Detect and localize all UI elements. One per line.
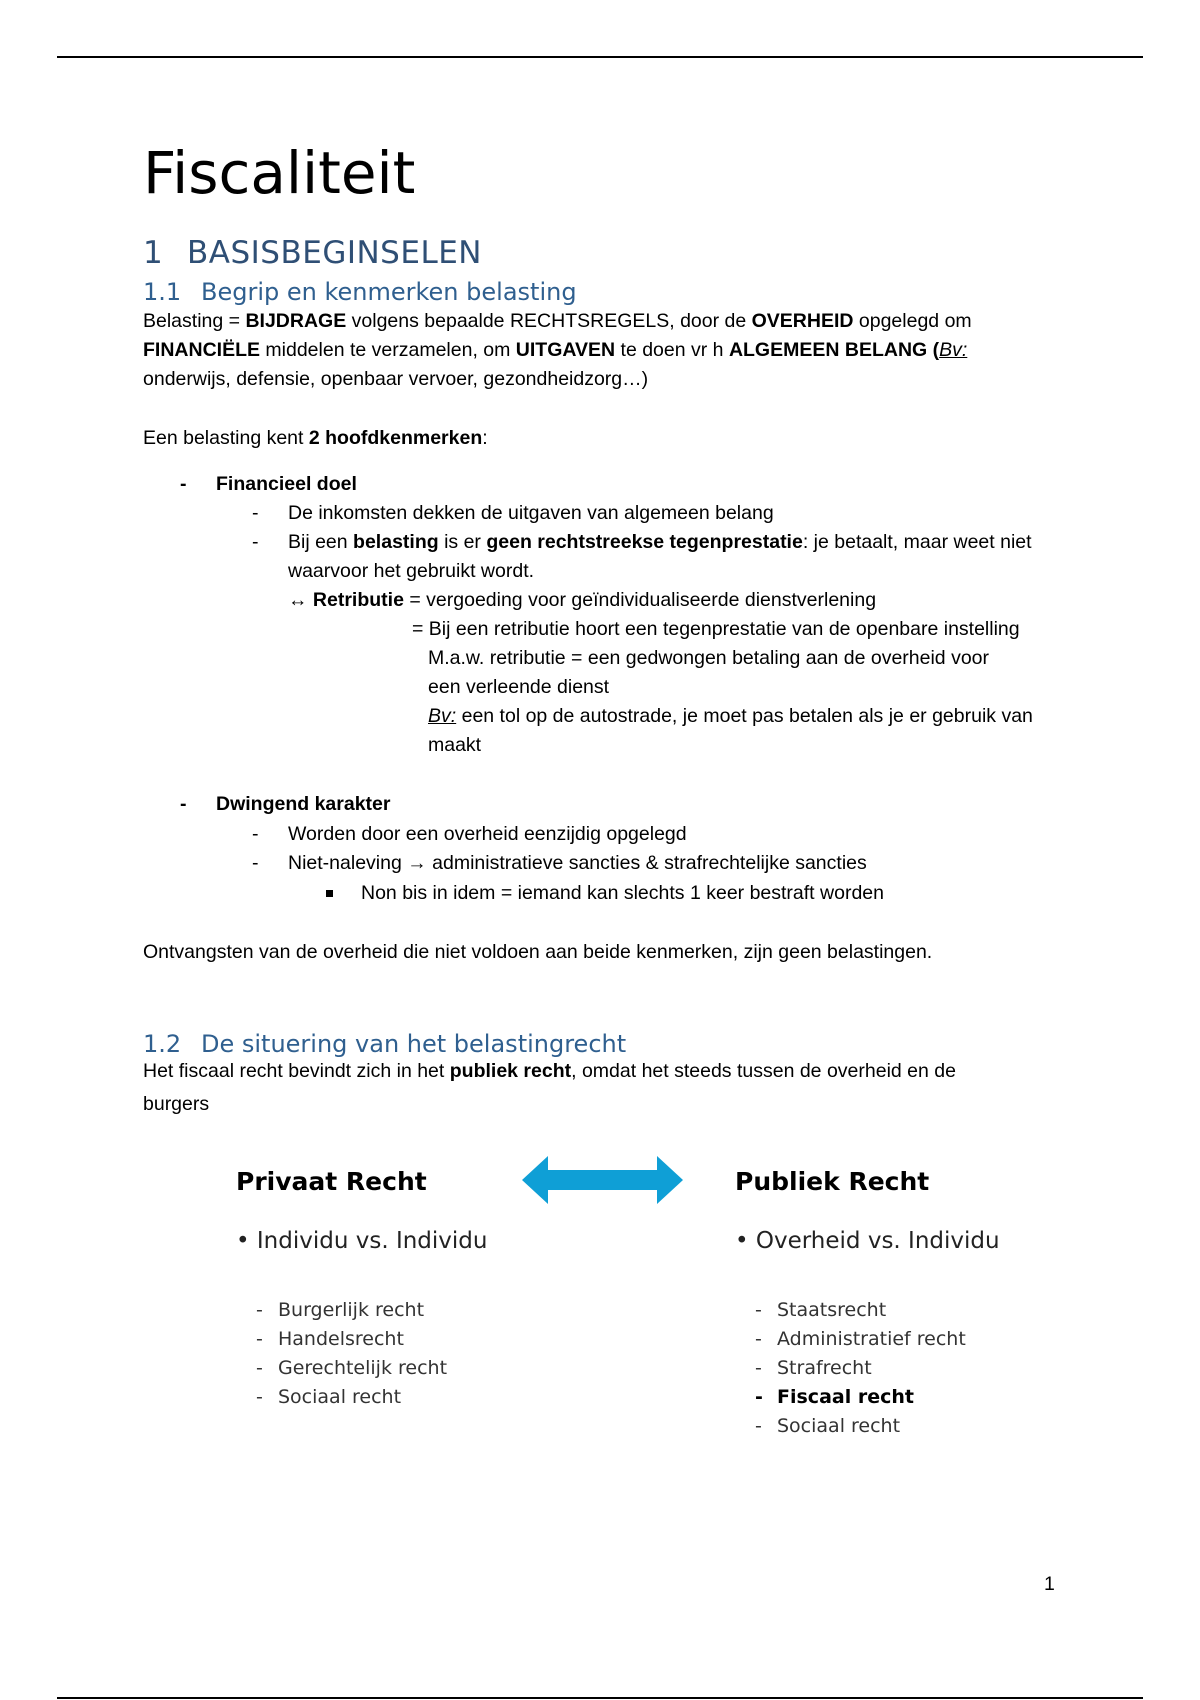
financieel-doel-title: Financieel doel: [216, 473, 357, 495]
text-bold: UITGAVEN: [515, 339, 616, 361]
text: Staatsrecht: [777, 1299, 887, 1321]
text: Fiscaal recht: [777, 1386, 914, 1408]
text-bold: BIJDRAGE: [245, 310, 347, 332]
double-arrow-shape: [522, 1156, 683, 1204]
definition-line-1: [143, 307, 1083, 336]
bullet-dash: -: [256, 1299, 263, 1321]
kenmerken-intro: [143, 424, 488, 453]
dwingend-karakter-title: Dwingend karakter: [216, 793, 391, 815]
text: Een belasting kent: [143, 427, 309, 449]
financieel-item-2-line-1: [288, 528, 1088, 557]
text: Administratief recht: [777, 1328, 966, 1350]
bullet-dash: -: [180, 473, 187, 495]
text: een tol op de autostrade, je moet pas betalen als je er gebruik van: [456, 705, 1033, 727]
text: Individu vs. Individu: [256, 1228, 488, 1254]
retributie-line-3: M.a.w. retributie = een gedwongen betaling aan de overheid voor: [428, 647, 990, 669]
text-bold: ALGEMEEN BELANG (: [728, 339, 940, 361]
bullet-dash: -: [755, 1386, 763, 1408]
bullet-dash: -: [252, 823, 259, 845]
text: te doen vr h: [615, 339, 729, 361]
text: Overheid vs. Individu: [755, 1228, 1000, 1254]
section-heading-1: [143, 234, 482, 272]
list-item-highlighted: [755, 1383, 966, 1412]
text: , omdat het steeds tussen de overheid en de: [571, 1060, 956, 1082]
publiek-recht-title: Publiek Recht: [735, 1167, 930, 1196]
bullet-dash: -: [256, 1357, 263, 1379]
text-bold: belasting: [353, 531, 439, 553]
dwingend-subitem: Non bis in idem = iemand kan slechts 1 keer bestraft worden: [361, 882, 884, 904]
definition-line-2: [143, 336, 1083, 365]
situering-paragraph: [143, 1057, 1043, 1119]
bullet-dash: -: [252, 531, 259, 553]
example-label: Bv:: [939, 339, 968, 361]
text: : je betaalt, maar weet niet: [802, 531, 1032, 553]
publiek-bullet: [735, 1226, 1000, 1256]
retributie-definition: [288, 586, 876, 615]
retributie-line-2: = Bij een retributie hoort een tegenprestatie van de openbare instelling: [412, 618, 1020, 640]
list-item: [256, 1296, 447, 1325]
example-label: Bv:: [428, 705, 457, 727]
situering-line-2: burgers: [143, 1093, 210, 1115]
subsection-heading-1-2: [143, 1029, 626, 1059]
privaat-recht-title: Privaat Recht: [236, 1167, 427, 1196]
dwingend-item-2: Niet-naleving → administratieve sancties & strafrechtelijke sancties: [288, 852, 867, 874]
dwingend-item-1: Worden door een overheid eenzijdig opgelegd: [288, 823, 687, 845]
text-bold: 2 hoofdkenmerken: [308, 427, 483, 449]
bullet-dash: -: [755, 1357, 762, 1379]
page-number: 1: [1044, 1573, 1055, 1595]
subsection-number: 1.1: [143, 278, 182, 306]
text: :: [482, 427, 488, 449]
text: Sociaal recht: [278, 1386, 402, 1408]
financieel-item-2: [288, 528, 1088, 586]
bullet-dash: -: [180, 793, 187, 815]
subsection-title: De situering van het belastingrecht: [201, 1030, 627, 1058]
list-item: [755, 1325, 966, 1354]
bullet-dot-icon: •: [735, 1228, 756, 1254]
bullet-dash: -: [755, 1299, 762, 1321]
page-title: Fiscaliteit: [143, 139, 416, 207]
retributie-label: Retributie: [312, 589, 404, 611]
text: = vergoeding voor geïndividualiseerde dienstverlening: [403, 589, 877, 611]
section-number: 1: [143, 235, 164, 271]
text: opgelegd om: [853, 310, 972, 332]
financieel-item-2-line-2: waarvoor het gebruikt wordt.: [288, 560, 535, 582]
double-arrow-icon: [520, 1150, 685, 1210]
text: middelen te verzamelen, om: [260, 339, 516, 361]
section-title: BASISBEGINSELEN: [187, 235, 482, 271]
bullet-dash: -: [252, 852, 259, 874]
ontvangsten-paragraph: Ontvangsten van de overheid die niet voldoen aan beide kenmerken, zijn geen belastingen.: [143, 941, 933, 963]
publiek-list: [755, 1296, 966, 1441]
text-bold: OVERHEID: [751, 310, 854, 332]
text: Burgerlijk recht: [278, 1299, 425, 1321]
text: Belasting =: [143, 310, 246, 332]
bullet-dash: -: [755, 1328, 762, 1350]
text: Het fiscaal recht bevindt zich in het: [143, 1060, 450, 1082]
list-item: [256, 1325, 447, 1354]
bullet-dash: -: [755, 1415, 762, 1437]
text-bold: FINANCIËLE: [143, 339, 260, 361]
retributie-example: [428, 702, 1033, 731]
subsection-title: Begrip en kenmerken belasting: [201, 278, 577, 306]
list-item: [256, 1354, 447, 1383]
header-rule: [57, 56, 1143, 58]
retributie-line-6: maakt: [428, 734, 482, 756]
definition-line-3: onderwijs, defensie, openbaar vervoer, gezondheidzorg…): [143, 368, 649, 390]
list-item: [256, 1383, 447, 1412]
square-bullet-icon: [326, 890, 333, 897]
text: Handelsrecht: [278, 1328, 404, 1350]
bullet-dash: -: [252, 502, 259, 524]
bullet-dot-icon: •: [236, 1228, 257, 1254]
text-bold: geen rechtstreekse tegenprestatie: [486, 531, 803, 553]
recht-diagram: [200, 1140, 1100, 1460]
definition-paragraph: [143, 307, 1083, 394]
text: volgens bepaalde RECHTSREGELS, door de: [346, 310, 752, 332]
privaat-list: [256, 1296, 447, 1412]
list-item: [755, 1354, 966, 1383]
bullet-dash: -: [256, 1328, 263, 1350]
text: Bij een: [288, 531, 354, 553]
text: Strafrecht: [777, 1357, 872, 1379]
subsection-heading-1-1: [143, 277, 577, 307]
bullet-dash: -: [256, 1386, 263, 1408]
subsection-number: 1.2: [143, 1030, 182, 1058]
footer-rule: [57, 1697, 1143, 1699]
situering-line-1: [143, 1057, 1043, 1086]
list-item: [755, 1296, 966, 1325]
text-bold: publiek recht: [449, 1060, 572, 1082]
text: Sociaal recht: [777, 1415, 901, 1437]
text: Gerechtelijk recht: [278, 1357, 448, 1379]
text: is er: [438, 531, 487, 553]
retributie-line-4: een verleende dienst: [428, 676, 610, 698]
financieel-item-1: De inkomsten dekken de uitgaven van algemeen belang: [288, 502, 774, 524]
bidirectional-arrow-icon: ↔: [288, 589, 313, 611]
list-item: [755, 1412, 966, 1441]
privaat-bullet: [236, 1226, 487, 1256]
